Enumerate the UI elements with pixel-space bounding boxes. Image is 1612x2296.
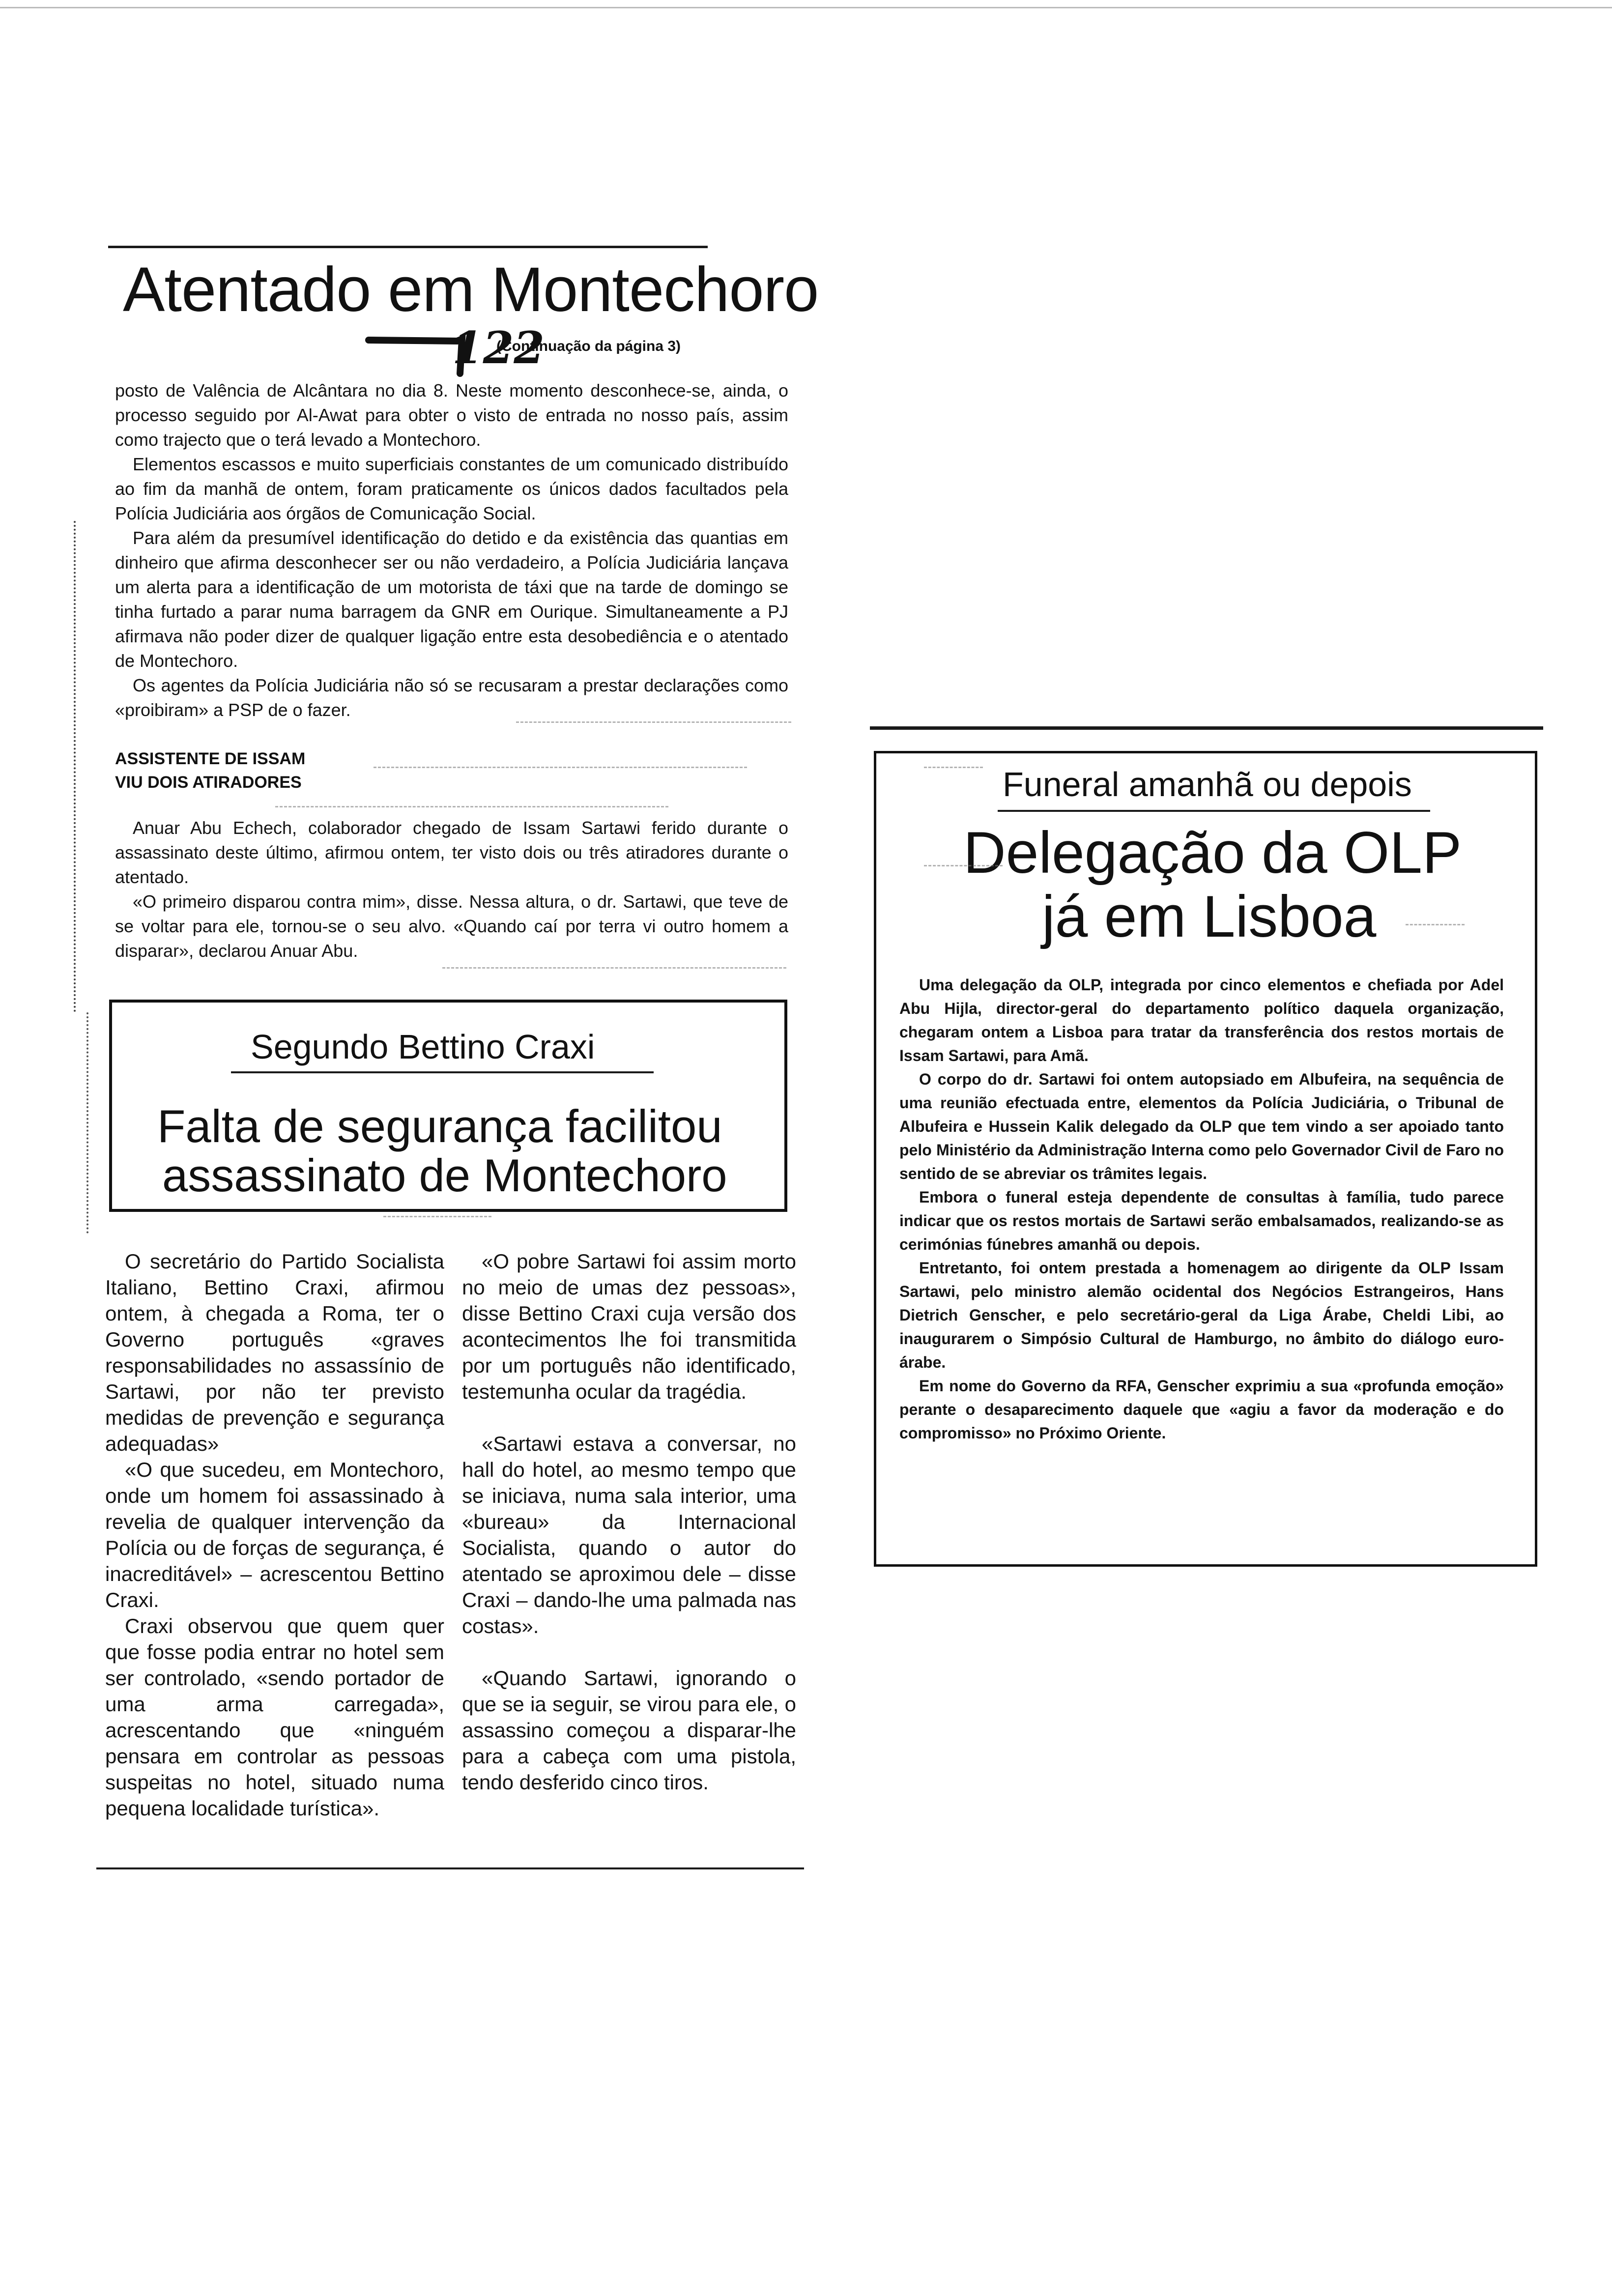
article3-paragraph: O corpo do dr. Sartawi foi ontem autopsiado em Albufeira, na sequência de uma reunião efectuada entre, elementos da Polícia Judiciária, o Tribunal de Albufeira e Hussein Kalik delegado da OLP que tem vindo a ser apoiado tanto pelo Ministério da Administração Interna como pelo Governador Civil de Faro no sentido de se abreviar os trâmites legais. <box>899 1070 1504 1182</box>
scan-noise <box>924 865 1003 866</box>
subhead-line: VIU DOIS ATIRADORES <box>115 773 302 792</box>
scan-noise <box>383 1216 491 1217</box>
article2-paragraph: «O pobre Sartawi foi assim morto no meio de umas dez pessoas», disse Bettino Craxi cuja versão dos acontecimentos lhe foi transmitida por um português não identificado, testemunha ocular da tragédia. <box>462 1250 796 1403</box>
article3-paragraph: Uma delegação da OLP, integrada por cinco elementos e chefiada por Adel Abu Hijla, director-geral do departamento político daquela organização, chegaram ontem a Lisboa para tratar da transferência dos restos mortais de Issam Sartawi, para Amã. <box>899 976 1504 1064</box>
article2-bottom-rule <box>96 1867 804 1869</box>
article2-paragraph: «O que sucedeu, em Montechoro, onde um homem foi assassinado à revelia de qualquer intervenção da Polícia ou de forças de segurança, é inacreditável» – acrescentou Bettino Craxi. <box>105 1458 444 1611</box>
margin-scan-marks <box>74 521 78 1012</box>
article2-kicker-rule <box>231 1071 654 1073</box>
continuation-note: (Continuação da página 3) <box>496 338 681 354</box>
article3-body <box>899 973 1504 1445</box>
scan-noise <box>374 767 747 768</box>
article3-title-line: Delegação da OLP <box>963 820 1462 886</box>
margin-scan-marks <box>86 1012 90 1234</box>
article2-paragraph: Craxi observou que quem quer que fosse podia entrar no hotel sem ser controlado, «sendo portador de uma arma carregada», acrescentando que «ninguém pensara em controlar as pessoas suspeitas no hotel, situado numa pequena localidade turística». <box>105 1614 444 1820</box>
scan-noise <box>1406 924 1465 925</box>
article1-title: Atentado em Montechoro <box>123 255 819 325</box>
handwritten-number: 122 <box>452 322 545 374</box>
scan-noise <box>924 767 983 768</box>
article1-subhead <box>115 747 305 794</box>
subhead-line: ASSISTENTE DE ISSAM <box>115 749 306 768</box>
article1-paragraph: Para além da presumível identificação do detido e da existência das quantias em dinheiro que afirma desconhecer ser ou não verdadeiro, a Polícia Judiciária lançava um alerta para a identificação de um motorista de táxi que na tarde de domingo se tinha furtado a parar numa barragem da GNR em Ourique. Simultaneamente a PJ afirmava não poder dizer de qualquer ligação entre esta desobediência e o atentado de Montechoro. <box>115 528 788 671</box>
article2-paragraph: «Quando Sartawi, ignorando o que se ia seguir, se virou para ele, o assassino começou a disparar-lhe para a cabeça com uma pistola, tendo desferido cinco tiros. <box>462 1666 796 1794</box>
article3-paragraph: Em nome do Governo da RFA, Genscher exprimiu a sua «profunda emoção» perante o desaparecimento daquele que «agiu a favor da moderação e do compromisso» no Próximo Oriente. <box>899 1377 1504 1442</box>
article3-title-line: já em Lisboa <box>1042 884 1377 949</box>
article3-top-rule <box>870 726 1543 730</box>
article3-kicker: Funeral amanhã ou depois <box>1003 765 1412 804</box>
article1-paragraph: Elementos escassos e muito superficiais constantes de um comunicado distribuído ao fim da manhã de ontem, foram praticamente os únicos dados facultados pela Polícia Judiciária aos órgãos de Comunicação Social. <box>115 454 788 523</box>
scan-noise <box>516 721 791 723</box>
article1-sub-paragraph: Anuar Abu Echech, colaborador chegado de Issam Sartawi ferido durante o assassinato deste último, afirmou ontem, ter visto dois ou três atiradores durante o atentado. <box>115 818 788 887</box>
scan-noise <box>275 806 668 807</box>
article1-top-rule <box>108 246 708 248</box>
article2-title-line: assassinato de Montechoro <box>162 1149 727 1201</box>
article2-paragraph: «Sartawi estava a conversar, no hall do hotel, ao mesmo tempo que se iniciava, numa sala interior, uma «bureau» da Internacional Socialista, quando o autor do atentado se aproximou dele – disse Craxi – dando-lhe uma palmada nas costas». <box>462 1432 796 1637</box>
article2-kicker: Segundo Bettino Craxi <box>251 1028 595 1066</box>
article2-title-line: Falta de segurança facilitou <box>157 1100 722 1152</box>
article2-column-2 <box>462 1248 796 1795</box>
article3-paragraph: Entretanto, foi ontem prestada a homenagem ao dirigente da OLP Issam Sartawi, pelo ministro alemão ocidental dos Negócios Estrangeiros, Hans Dietrich Genscher, e pelo secretário-geral da Liga Árabe, Cheldi Libi, ao inaugurarem o Simpósio Cultural de Hamburgo, no âmbito do diálogo euro-árabe. <box>899 1259 1504 1371</box>
article1-sub-body <box>115 816 788 963</box>
article1-paragraph: Os agentes da Polícia Judiciária não só se recusaram a prestar declarações como «proibiram» a PSP de o fazer. <box>115 675 788 720</box>
article3-paragraph: Embora o funeral esteja dependente de consultas à família, tudo parece indicar que os restos mortais de Sartawi serão embalsamados, realizando-se as cerimónias fúnebres amanhã ou depois. <box>899 1188 1504 1253</box>
article2-column-1 <box>105 1248 444 1821</box>
article1-paragraph: posto de Valência de Alcântara no dia 8. Neste momento desconhece-se, ainda, o processo seguido por Al-Awat para obter o visto de entrada no nosso país, assim como trajecto que o terá levado a Montechoro. <box>115 380 788 450</box>
article1-body <box>115 378 788 722</box>
article2-paragraph: O secretário do Partido Socialista Italiano, Bettino Craxi, afirmou ontem, à chegada a Roma, ter o Governo português «graves responsabilidades no assassínio de Sartawi, por não ter previsto medidas de prevenção e segurança adequadas» <box>105 1250 444 1455</box>
scan-noise <box>442 967 786 969</box>
article1-sub-paragraph: «O primeiro disparou contra mim», disse. Nessa altura, o dr. Sartawi, que teve de se voltar para ele, tornou-se o seu alvo. «Quando caí por terra vi outro homem a disparar», declarou Anuar Abu. <box>115 891 788 961</box>
top-scan-edge <box>0 7 1612 8</box>
article3-kicker-rule <box>998 810 1430 812</box>
